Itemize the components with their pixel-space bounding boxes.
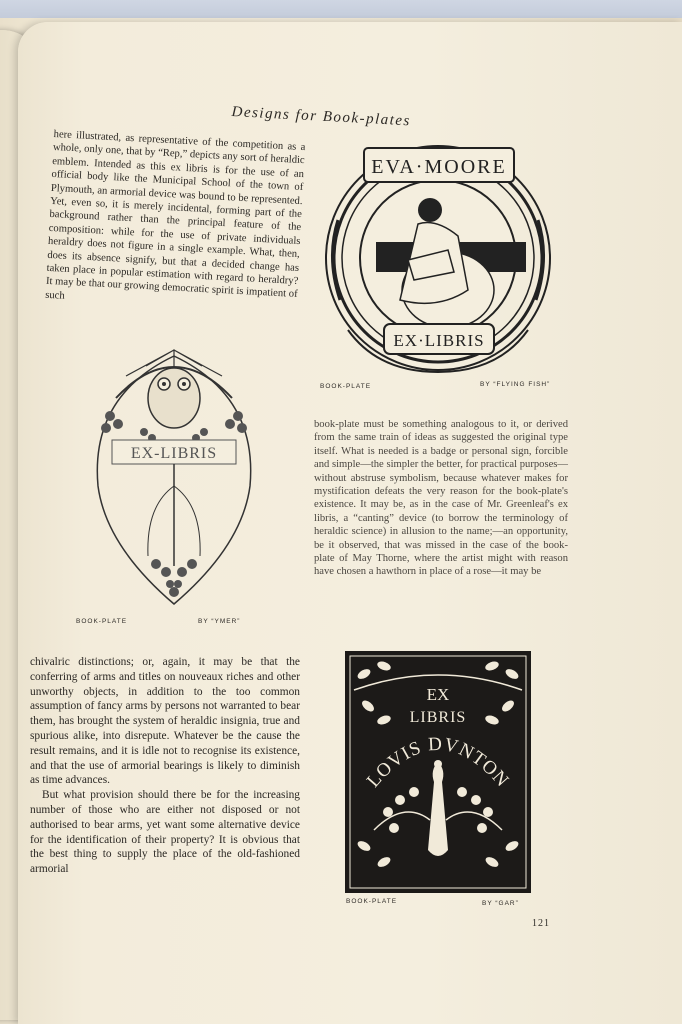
caption-owl-right: BY “YMER” <box>198 618 241 625</box>
text-column-bottom-left <box>30 655 300 877</box>
text-column-top-left <box>45 128 306 315</box>
bookplate-dunton <box>344 650 532 894</box>
running-head: Designs for Book-plates <box>231 104 412 130</box>
caption-dunton-left: BOOK-PLATE <box>346 898 398 905</box>
bookplate-dunton-name: LOVIS DVNTON <box>362 733 514 792</box>
caption-dunton-right: BY “GAR” <box>482 900 519 907</box>
bookplate-eva-moore-name: EVA·MOORE <box>371 156 507 178</box>
page-number: 121 <box>532 918 550 929</box>
bookplate-owl <box>86 336 262 612</box>
paragraph: book-plate must be something analogous to it, or derived from the same train of ideas as suggested the original type itself. What is needed is a badge or personal sign, forcible and simple—the simpler the better, for practical purposes—without abstruse symbolism, because whatever makes for mystification defeats the very reason for the book-plate's existence. It may be, as in the case of Mr. Greenleaf's ex libris, a “canting” device (to borrow the terminology of heraldic science) in allusion to the name;—an opportunity, be it observed, that was missed in the case of the book-plate of May Thorne, where the artist might with reason have chosen a hawthorn in place of a rose—it may be <box>314 419 568 578</box>
bookplate-dunton-libris: LIBRIS <box>409 709 467 726</box>
paragraph: here illustrated, as representative of the competition as a whole, only one, that by “Rep,” depicts any sort of heraldic emblem. Intended as this ex libris is for the use of an official body like the Municipal School of the town of Plymouth, an armorial device was bound to be represented. Yet, even so, it is merely incidental, forming part of the background rather than the principal feature of the composition: while for the use of private individuals heraldry does not figure in a single example. What, then, does its absence signify, but that a decided change has taken place in popular estimation with regard to heraldry? It may be that our growing democratic spirit is impatient of such <box>44 128 306 302</box>
paragraph: chivalric distinctions; or, again, it may be that the conferring of arms and titles on nouveaux riches and other unworthy objects, in addition to the too common assumption of fancy arms by persons not warranted to bear them, has brought the system of heraldic insignia, true and spurious alike, into disrepute. Whatever be the cause the result remains, and it is idle not to recognise its existence, and that the use of armorial bearings is likely to diminish as time advances. <box>30 656 300 787</box>
bookplate-dunton-ex: EX <box>426 685 450 704</box>
bookplate-owl-exlibris: EX-LIBRIS <box>130 445 218 462</box>
caption-eva-moore-right: BY “FLYING FISH” <box>480 381 551 388</box>
caption-owl-left: BOOK-PLATE <box>76 618 128 625</box>
text-column-middle-right <box>314 418 568 579</box>
bookplate-eva-moore-exlibris: EX·LIBRIS <box>393 331 485 350</box>
paragraph: But what provision should there be for the increasing number of those who are either not disposed or not authorised to bear arms, yet want some alternative device for the identification of their property? It is obvious that the best thing to supply the place of the old-fashioned armorial <box>30 789 300 876</box>
bookplate-eva-moore <box>318 140 558 380</box>
caption-eva-moore-left: BOOK-PLATE <box>320 383 372 390</box>
